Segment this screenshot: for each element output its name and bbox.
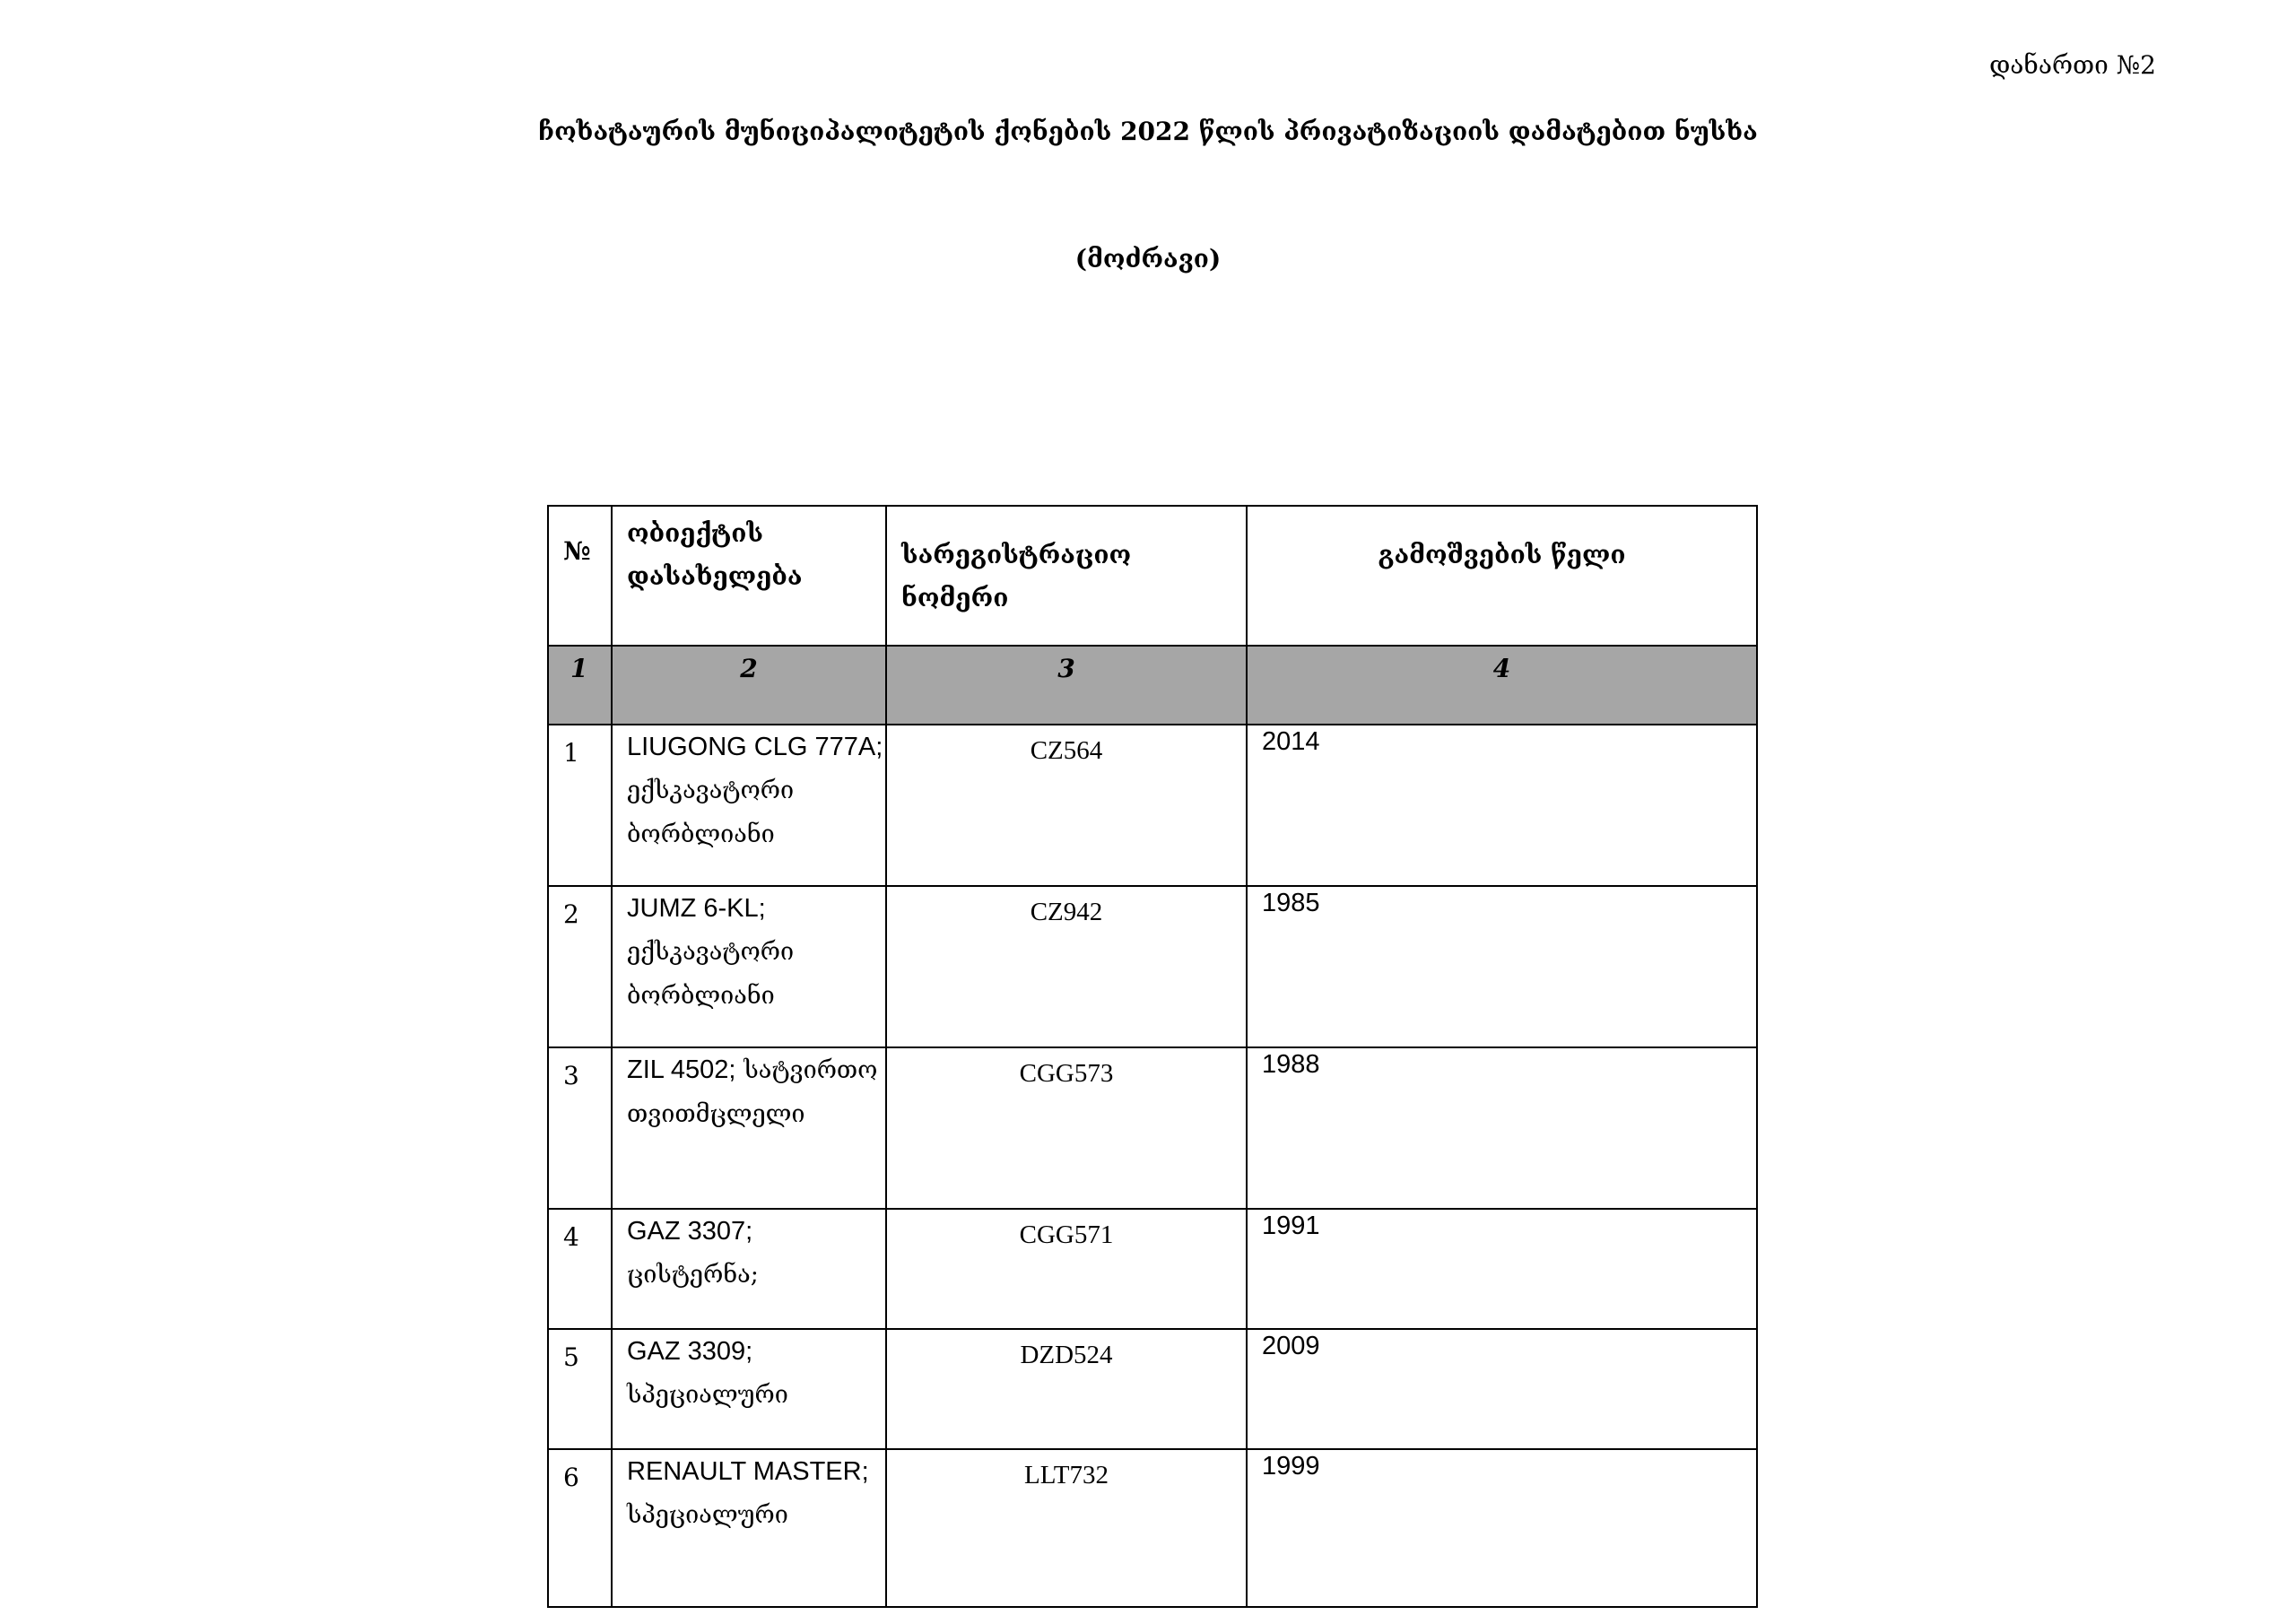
object-name <box>612 1209 886 1329</box>
registration-number: CGG573 <box>886 1047 1247 1209</box>
object-name <box>612 1047 886 1209</box>
column-number: 1 <box>548 646 612 725</box>
production-year: 1999 <box>1247 1449 1757 1607</box>
object-name <box>612 886 886 1047</box>
registration-number: CZ942 <box>886 886 1247 1047</box>
document-subtitle: (მოძრავი) <box>1074 244 1222 274</box>
vehicle-model: LIUGONG CLG 777A; <box>627 733 883 761</box>
object-name <box>612 1449 886 1607</box>
table-row <box>548 1329 1757 1449</box>
registration-number: DZD524 <box>886 1329 1247 1449</box>
row-number: 1 <box>548 725 612 886</box>
column-number-row <box>548 646 1757 725</box>
row-number: 2 <box>548 886 612 1047</box>
production-year: 1985 <box>1247 886 1757 1047</box>
vehicle-type: სატვირთო თვითმცლელი <box>627 1056 878 1128</box>
row-number: 5 <box>548 1329 612 1449</box>
row-number: 6 <box>548 1449 612 1607</box>
column-header-year: გამოშვების წელი <box>1247 506 1757 646</box>
document-title: ჩოხატაურის მუნიციპალიტეტის ქონების 2022 წლის პრივატიზაციის დამატებით ნუსხა <box>538 117 1758 146</box>
row-number: 3 <box>548 1047 612 1209</box>
row-number: 4 <box>548 1209 612 1329</box>
production-year: 2009 <box>1247 1329 1757 1449</box>
table-row <box>548 1209 1757 1329</box>
column-header-object-name: ობიექტის დასახელება <box>612 506 886 646</box>
table-row <box>548 725 1757 886</box>
appendix-label: დანართი №2 <box>1988 50 2156 80</box>
vehicle-type: ექსკავატორი ბორბლიანი <box>627 938 795 1010</box>
registration-number: LLT732 <box>886 1449 1247 1607</box>
table-row <box>548 1449 1757 1607</box>
vehicle-model: GAZ 3309; <box>627 1337 753 1366</box>
production-year: 1991 <box>1247 1209 1757 1329</box>
vehicle-model: GAZ 3307; <box>627 1217 753 1246</box>
registration-number: CZ564 <box>886 725 1247 886</box>
vehicle-type: სპეციალური <box>627 1381 788 1409</box>
column-header-number: № <box>548 506 612 646</box>
privatization-table <box>547 505 1758 1608</box>
table-row <box>548 886 1757 1047</box>
column-header-registration-number: სარეგისტრაციო ნომერი <box>886 506 1247 646</box>
registration-number: CGG571 <box>886 1209 1247 1329</box>
vehicle-model: JUMZ 6-KL; <box>627 894 766 923</box>
production-year: 2014 <box>1247 725 1757 886</box>
table-row <box>548 1047 1757 1209</box>
production-year: 1988 <box>1247 1047 1757 1209</box>
object-name <box>612 725 886 886</box>
vehicle-model: RENAULT MASTER; <box>627 1457 869 1486</box>
table-header-row <box>548 506 1757 646</box>
vehicle-type: ექსკავატორი ბორბლიანი <box>627 777 795 848</box>
column-number: 2 <box>612 646 886 725</box>
vehicle-type: ცისტერნა; <box>627 1261 759 1289</box>
column-number: 3 <box>886 646 1247 725</box>
column-number: 4 <box>1247 646 1757 725</box>
vehicle-model: ZIL 4502; <box>627 1055 736 1084</box>
object-name <box>612 1329 886 1449</box>
vehicle-type: სპეციალური <box>627 1501 788 1529</box>
